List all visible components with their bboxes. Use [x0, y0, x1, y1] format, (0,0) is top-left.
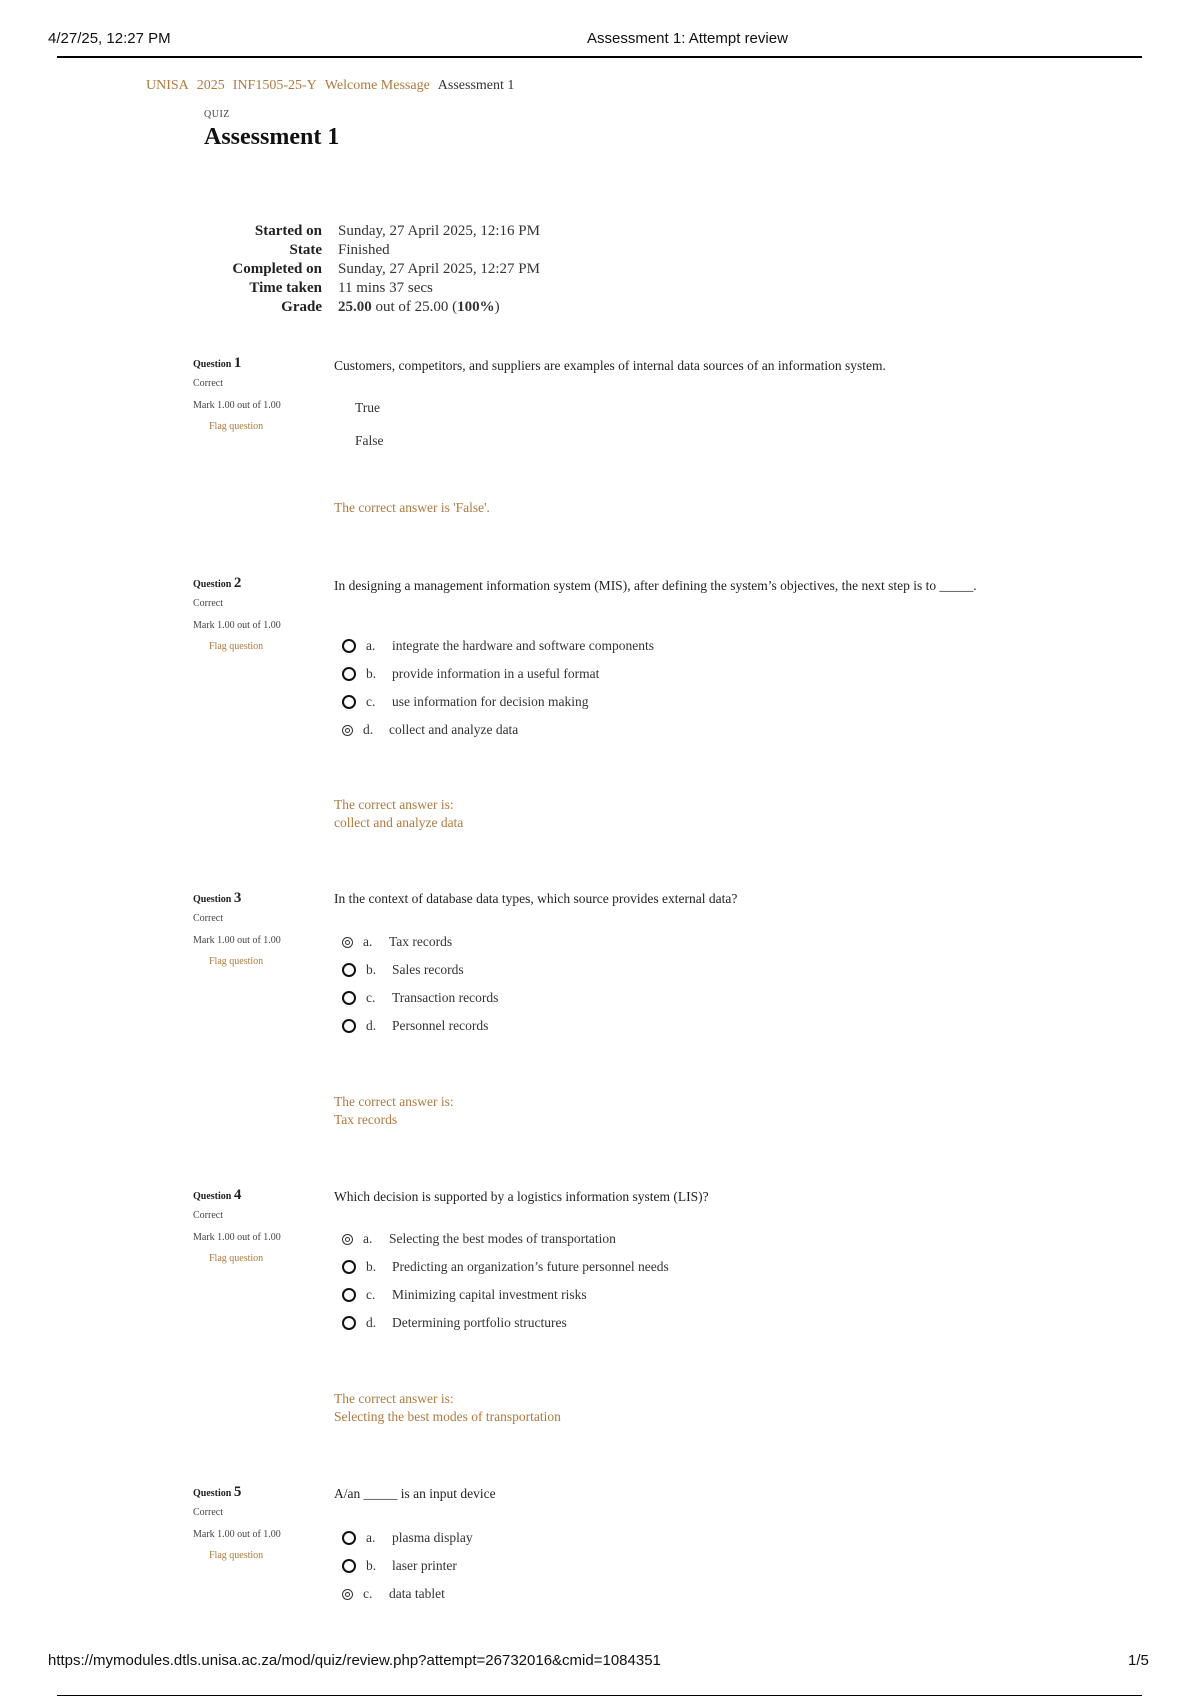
question-number	[193, 1484, 293, 1501]
breadcrumb	[146, 78, 522, 94]
option-letter: c.	[363, 1586, 373, 1601]
option-text: Predicting an organization’s future personnel needs	[392, 1259, 669, 1274]
correct-answer-feedback	[334, 796, 463, 832]
answer-option[interactable]	[342, 1253, 669, 1281]
answer-option[interactable]	[342, 1281, 669, 1309]
flag-question-link[interactable]: Flag question	[209, 641, 264, 652]
answer-option[interactable]	[342, 1580, 473, 1608]
breadcrumb-item-unisa[interactable]: UNISA	[146, 78, 189, 93]
flag-question-link[interactable]: Flag question	[209, 421, 264, 432]
summary-value	[338, 298, 540, 317]
question-info	[193, 575, 293, 652]
answer-option[interactable]	[342, 1552, 473, 1580]
print-title: Assessment 1: Attempt review	[587, 30, 788, 47]
correct-answer-feedback	[334, 1390, 561, 1426]
option-letter: b.	[366, 1558, 377, 1573]
question-state: Correct	[193, 1210, 223, 1221]
radio-button[interactable]	[342, 639, 356, 653]
question-number	[193, 355, 293, 372]
summary-row-started	[226, 222, 540, 241]
option-letter: b.	[366, 666, 377, 681]
radio-button[interactable]	[342, 667, 356, 681]
question-mark: Mark 1.00 out of 1.00	[193, 400, 281, 411]
radio-button-selected[interactable]	[342, 937, 353, 948]
option-text: Sales records	[392, 962, 464, 977]
radio-button[interactable]	[342, 695, 356, 709]
question-number	[193, 575, 293, 592]
question-label: Question	[193, 894, 232, 905]
print-date: 4/27/25, 12:27 PM	[48, 30, 171, 47]
question-mark: Mark 1.00 out of 1.00	[193, 620, 281, 631]
answer-option[interactable]	[342, 1309, 669, 1337]
summary-label: Started on	[254, 223, 322, 239]
answer-option[interactable]	[342, 1012, 498, 1040]
header-rule	[57, 56, 1142, 58]
option-text: Transaction records	[392, 990, 499, 1005]
grade-percent: 100%	[457, 299, 495, 315]
option-text: data tablet	[389, 1586, 445, 1601]
grade-close: )	[494, 299, 500, 315]
question-label: Question	[193, 359, 232, 370]
feedback-answer: Selecting the best modes of transportation	[334, 1409, 561, 1424]
question-state: Correct	[193, 378, 223, 389]
page-title: Assessment 1	[204, 124, 340, 150]
radio-button-selected[interactable]	[342, 1589, 353, 1600]
answer-option[interactable]	[342, 1225, 669, 1253]
breadcrumb-item-year[interactable]: 2025	[196, 78, 225, 93]
option-letter: d.	[366, 1018, 377, 1033]
summary-label: State	[289, 242, 322, 258]
option-letter: d.	[363, 722, 374, 737]
option-letter: b.	[366, 962, 377, 977]
print-url: https://mymodules.dtls.unisa.ac.za/mod/quiz/review.php?attempt=26732016&cmid=1084351	[48, 1652, 661, 1669]
question-state: Correct	[193, 1507, 223, 1518]
option-letter: c.	[366, 990, 376, 1005]
summary-value: Sunday, 27 April 2025, 12:27 PM	[338, 261, 540, 277]
option-text: Tax records	[389, 934, 453, 949]
question-text: A/an _____ is an input device	[334, 1486, 496, 1501]
question-info	[193, 1187, 293, 1264]
answer-option[interactable]	[342, 956, 498, 984]
question-label: Question	[193, 1488, 232, 1499]
question-info	[193, 1484, 293, 1561]
radio-button-selected[interactable]	[342, 725, 353, 736]
summary-row-time	[226, 279, 540, 298]
answer-options	[342, 1225, 669, 1337]
option-text: Minimizing capital investment risks	[392, 1287, 587, 1302]
option-false[interactable]: False	[355, 433, 384, 448]
flag-question-link[interactable]: Flag question	[209, 1253, 264, 1264]
answer-option[interactable]	[342, 1524, 473, 1552]
question-mark: Mark 1.00 out of 1.00	[193, 1232, 281, 1243]
question-number-value: 5	[233, 1484, 242, 1500]
option-letter: d.	[366, 1315, 377, 1330]
radio-button[interactable]	[342, 1531, 356, 1545]
question-text: Which decision is supported by a logistics information system (LIS)?	[334, 1189, 709, 1204]
question-number	[193, 1187, 293, 1204]
summary-value: 11 mins 37 secs	[338, 280, 433, 296]
feedback-line: The correct answer is:	[334, 1094, 454, 1109]
question-number-value: 4	[233, 1187, 242, 1203]
question-text: In designing a management information system (MIS), after defining the system’s objectives, the next step is to _____.	[334, 578, 977, 593]
feedback-answer: collect and analyze data	[334, 815, 464, 830]
answer-option[interactable]	[342, 984, 498, 1012]
feedback-line: The correct answer is:	[334, 797, 454, 812]
radio-button[interactable]	[342, 1316, 356, 1330]
flag-question-link[interactable]: Flag question	[209, 956, 264, 967]
summary-label: Grade	[281, 299, 322, 315]
question-number-value: 1	[233, 355, 242, 371]
grade-out-of: out of 25.00 (	[371, 299, 458, 315]
breadcrumb-item-welcome[interactable]: Welcome Message	[324, 78, 430, 93]
feedback-line: The correct answer is:	[334, 1391, 454, 1406]
question-label: Question	[193, 1191, 232, 1202]
answer-options	[342, 1524, 473, 1608]
summary-label: Time taken	[249, 280, 322, 296]
radio-button[interactable]	[342, 1559, 356, 1573]
correct-answer-feedback	[334, 1093, 454, 1129]
grade-score: 25.00	[338, 299, 372, 315]
breadcrumb-item-module[interactable]: INF1505-25-Y	[232, 78, 317, 93]
option-letter: c.	[366, 694, 376, 709]
answer-options	[342, 928, 498, 1040]
radio-button[interactable]	[342, 1288, 356, 1302]
feedback-answer: Tax records	[334, 1112, 398, 1127]
option-text: Determining portfolio structures	[392, 1315, 567, 1330]
option-text: laser printer	[392, 1558, 457, 1573]
option-letter: b.	[366, 1259, 377, 1274]
option-true[interactable]: True	[355, 400, 381, 415]
option-text: use information for decision making	[392, 694, 589, 709]
option-letter: a.	[363, 1231, 373, 1246]
question-state: Correct	[193, 913, 223, 924]
option-letter: a.	[366, 638, 376, 653]
answer-option[interactable]	[342, 660, 654, 688]
summary-row-completed	[226, 260, 540, 279]
summary-row-grade	[226, 298, 540, 317]
answer-option[interactable]	[342, 928, 498, 956]
radio-button[interactable]	[342, 991, 356, 1005]
activity-type-label: QUIZ	[204, 109, 230, 120]
question-number	[193, 890, 293, 907]
question-text: In the context of database data types, which source provides external data?	[334, 891, 738, 906]
option-text: Selecting the best modes of transportation	[389, 1231, 616, 1246]
question-label: Question	[193, 579, 232, 590]
radio-button[interactable]	[342, 1019, 356, 1033]
question-number-value: 3	[233, 890, 242, 906]
option-text: Personnel records	[392, 1018, 489, 1033]
option-text: integrate the hardware and software components	[392, 638, 655, 653]
summary-value: Sunday, 27 April 2025, 12:16 PM	[338, 223, 540, 239]
feedback-line: The correct answer is 'False'.	[334, 500, 490, 515]
flag-question-link[interactable]: Flag question	[209, 1550, 264, 1561]
answer-option[interactable]	[342, 632, 654, 660]
question-text: Customers, competitors, and suppliers are examples of internal data sources of an information system.	[334, 358, 886, 373]
summary-value: Finished	[338, 242, 390, 258]
attempt-summary	[226, 222, 540, 317]
correct-answer-feedback	[334, 499, 490, 517]
question-mark: Mark 1.00 out of 1.00	[193, 1529, 281, 1540]
answer-option[interactable]	[342, 688, 654, 716]
question-state: Correct	[193, 598, 223, 609]
summary-row-state	[226, 241, 540, 260]
option-letter: c.	[366, 1287, 376, 1302]
option-letter: a.	[363, 934, 373, 949]
summary-label: Completed on	[232, 261, 322, 277]
radio-button[interactable]	[342, 1260, 356, 1274]
radio-button-selected[interactable]	[342, 1234, 353, 1245]
answer-options	[342, 632, 654, 744]
question-number-value: 2	[233, 575, 242, 591]
breadcrumb-item-current: Assessment 1	[437, 78, 515, 93]
question-mark: Mark 1.00 out of 1.00	[193, 935, 281, 946]
answer-option[interactable]	[342, 716, 654, 744]
question-info	[193, 355, 293, 432]
option-text: collect and analyze data	[389, 722, 519, 737]
option-text: plasma display	[392, 1530, 473, 1545]
page-number: 1/5	[1128, 1652, 1149, 1669]
option-letter: a.	[366, 1530, 376, 1545]
option-text: provide information in a useful format	[392, 666, 600, 681]
footer-rule	[57, 1695, 1142, 1696]
question-info	[193, 890, 293, 967]
radio-button[interactable]	[342, 963, 356, 977]
